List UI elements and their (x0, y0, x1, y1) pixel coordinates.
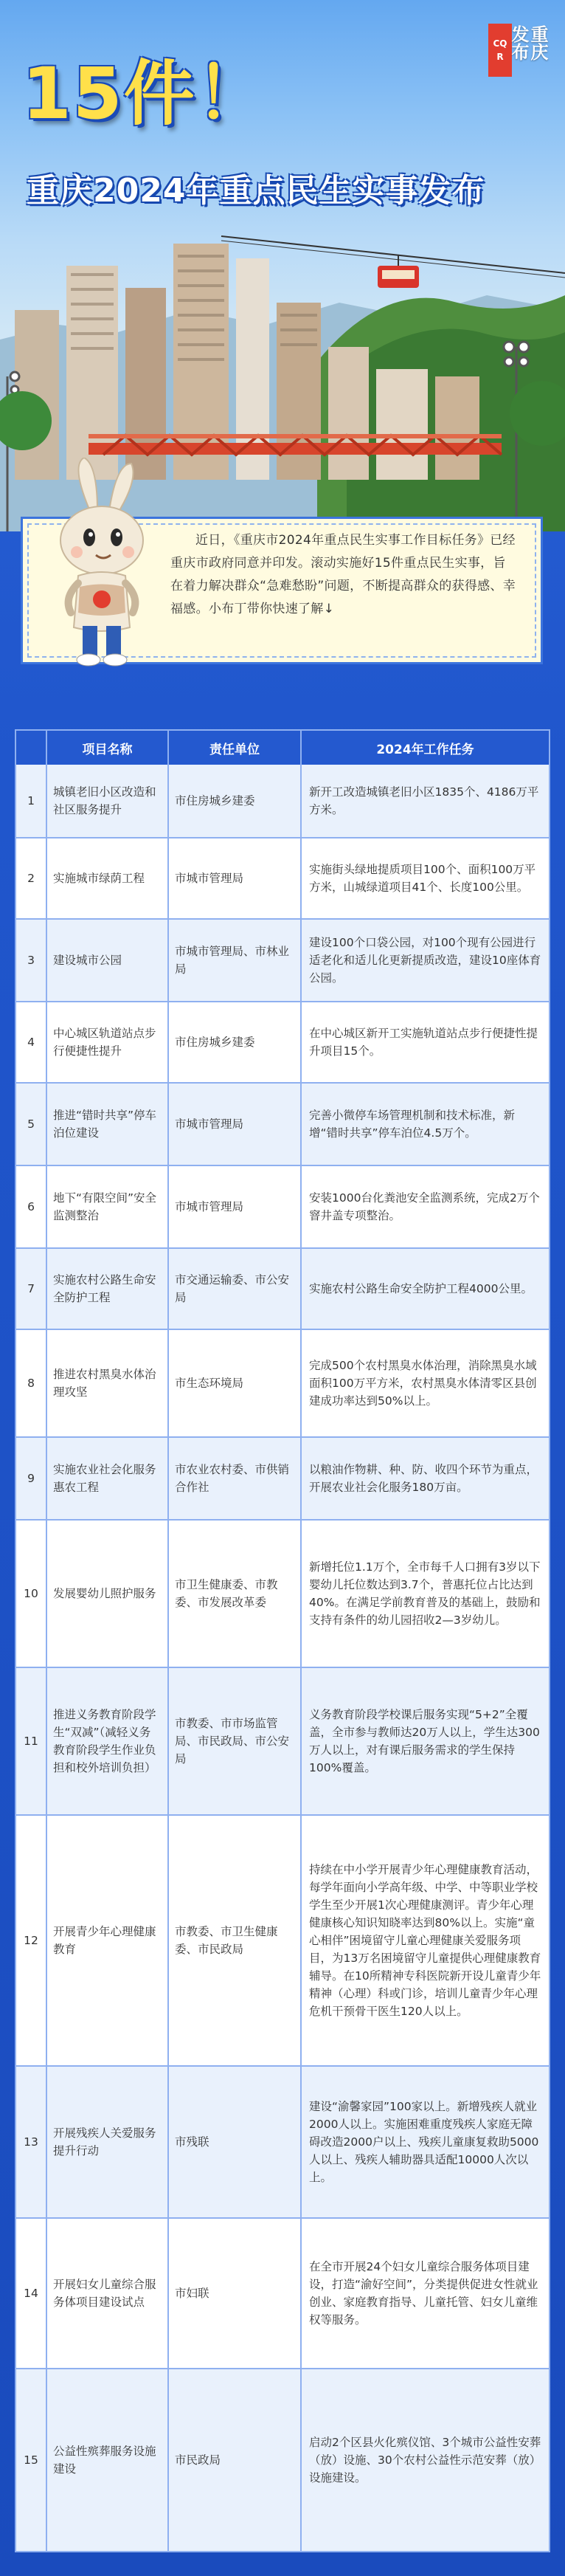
work-task: 持续在中小学开展青少年心理健康教育活动，每学年面向小学高年级、中学、中等职业学校学生至少开展1次心理健康测评。青少年心理健康核心知识知晓率达到80%以上。实施“童心相伴”困境留守儿童心理健康关爱服务项目，为13万名困境留守儿童提供心理健康教育辅导。在10所精神专科医院新开设儿童青少年精神（心理）科或门诊，培训儿童青少年心理危机干预骨干医生120人以上。 (302, 1816, 549, 2065)
work-task: 新增托位1.1万个，全市每千人口拥有3岁以下婴幼儿托位数达到3.7个，普惠托位占比达到40%。在满足学前教育普及的基础上，鼓励和支持有条件的幼儿园招收2—3岁幼儿。 (302, 1521, 549, 1667)
responsible-unit: 市住房城乡建委 (169, 1002, 302, 1082)
table-header (16, 731, 549, 766)
table-row (16, 2219, 549, 2369)
table-row (16, 765, 549, 838)
row-number: 15 (16, 2369, 47, 2551)
work-task: 实施农村公路生命安全防护工程4000公里。 (302, 1249, 549, 1329)
row-number: 11 (16, 1668, 47, 1814)
row-number: 2 (16, 838, 47, 918)
header-work-task: 2024年工作任务 (302, 731, 549, 765)
project-name: 城镇老旧小区改造和社区服务提升 (47, 765, 169, 837)
responsible-unit: 市城市管理局 (169, 1084, 302, 1165)
row-number: 3 (16, 920, 47, 1001)
mascot-illustration (49, 458, 152, 679)
responsible-unit: 市教委、市市场监管局、市民政局、市公安局 (169, 1668, 302, 1814)
work-task: 在全市开展24个妇女儿童综合服务体项目建设，打造“渝好空间”，分类提供促进女性就业创业、家庭教育指导、儿童托管、妇女儿童维权等服务。 (302, 2219, 549, 2368)
row-number: 14 (16, 2219, 47, 2368)
project-name: 公益性殡葬服务设施建设 (47, 2369, 169, 2551)
responsible-unit: 市住房城乡建委 (169, 765, 302, 837)
project-name: 推进“错时共享”停车泊位建设 (47, 1084, 169, 1165)
row-number: 6 (16, 1166, 47, 1247)
table-row (16, 1166, 549, 1249)
table-row (16, 1816, 549, 2067)
intro-text: 近日，《重庆市2024年重点民生实事工作目标任务》已经重庆市政府同意并印发。滚动实施好15件重点民生实事，旨在着力解决群众“急难愁盼”问题，不断提高群众的获得感、幸福感。小布丁带你快速了解↓ (170, 533, 516, 616)
media-logo (488, 24, 547, 77)
responsible-unit: 市生态环境局 (169, 1330, 302, 1436)
row-number: 7 (16, 1249, 47, 1329)
responsible-unit: 市残联 (169, 2067, 302, 2217)
table-row (16, 1330, 549, 1438)
table-row (16, 1084, 549, 1166)
work-task: 建设100个口袋公园，对100个现有公园进行适老化和适儿化更新提质改造，建设10座体育公园。 (302, 920, 549, 1001)
livelihood-projects-table (15, 729, 550, 2552)
responsible-unit: 市城市管理局 (169, 1166, 302, 1247)
headline-count: 15件！ (22, 52, 268, 135)
responsible-unit: 市城市管理局 (169, 838, 302, 918)
headline-subtitle: 重庆2024年重点民生实事发布 (27, 172, 485, 210)
header-no (16, 731, 47, 765)
row-number: 10 (16, 1521, 47, 1667)
work-task: 启动2个区县火化殡仪馆、3个城市公益性安葬（放）设施、30个农村公益性示范安葬（放）设施建设。 (302, 2369, 549, 2551)
responsible-unit: 市农业农村委、市供销合作社 (169, 1438, 302, 1519)
row-number: 12 (16, 1816, 47, 2065)
table-row (16, 1438, 549, 1521)
row-number: 13 (16, 2067, 47, 2217)
work-task: 义务教育阶段学校课后服务实现“5+2”全覆盖，全市参与教师达20万人以上，学生达300万人以上，对有课后服务需求的学生保持100%覆盖。 (302, 1668, 549, 1814)
row-number: 9 (16, 1438, 47, 1519)
row-number: 1 (16, 765, 47, 837)
responsible-unit: 市妇联 (169, 2219, 302, 2368)
work-task: 新开工改造城镇老旧小区1835个、4186万平方米。 (302, 765, 549, 837)
work-task: 实施街头绿地提质项目100个、面积100万平方米，山城绿道项目41个、长度100公里。 (302, 838, 549, 918)
header-responsible-unit: 责任单位 (169, 731, 302, 765)
project-name: 中心城区轨道站点步行便捷性提升 (47, 1002, 169, 1082)
responsible-unit: 市交通运输委、市公安局 (169, 1249, 302, 1329)
responsible-unit: 市城市管理局、市林业局 (169, 920, 302, 1001)
project-name: 开展残疾人关爱服务提升行动 (47, 2067, 169, 2217)
row-number: 5 (16, 1084, 47, 1165)
project-name: 发展婴幼儿照护服务 (47, 1521, 169, 1667)
header-project-name: 项目名称 (47, 731, 169, 765)
table-row (16, 920, 549, 1002)
table-row (16, 1668, 549, 1816)
table-row (16, 838, 549, 920)
work-task: 建设“渝馨家园”100家以上。新增残疾人就业2000人以上。实施困难重度残疾人家庭无障碍改造2000户以上、残疾儿童康复救助5000人以上、残疾人辅助器具适配10000人次以上。 (302, 2067, 549, 2217)
work-task: 在中心城区新开工实施轨道站点步行便捷性提升项目15个。 (302, 1002, 549, 1082)
project-name: 开展妇女儿童综合服务体项目建设试点 (47, 2219, 169, 2368)
table-row (16, 2369, 549, 2551)
table-row (16, 1249, 549, 1330)
logo-script: 重庆发布 (508, 25, 548, 61)
project-name: 推进农村黑臭水体治理攻坚 (47, 1330, 169, 1436)
row-number: 8 (16, 1330, 47, 1436)
logo-badge: CQ R (488, 24, 512, 77)
responsible-unit: 市卫生健康委、市教委、市发展改革委 (169, 1521, 302, 1667)
project-name: 建设城市公园 (47, 920, 169, 1001)
work-task: 完成500个农村黑臭水体治理，消除黑臭水域面积100万平方米，农村黑臭水体清零区县创建成功率达到50%以上。 (302, 1330, 549, 1436)
project-name: 实施农村公路生命安全防护工程 (47, 1249, 169, 1329)
project-name: 开展青少年心理健康教育 (47, 1816, 169, 2065)
project-name: 实施农业社会化服务惠农工程 (47, 1438, 169, 1519)
project-name: 实施城市绿荫工程 (47, 838, 169, 918)
work-task: 安装1000台化粪池安全监测系统，完成2万个窨井盖专项整治。 (302, 1166, 549, 1247)
table-row (16, 2067, 549, 2219)
responsible-unit: 市教委、市卫生健康委、市民政局 (169, 1816, 302, 2065)
work-task: 完善小微停车场管理机制和技术标准，新增“错时共享”停车泊位4.5万个。 (302, 1084, 549, 1165)
work-task: 以粮油作物耕、种、防、收四个环节为重点，开展农业社会化服务180万亩。 (302, 1438, 549, 1519)
hero-banner (0, 0, 565, 531)
responsible-unit: 市民政局 (169, 2369, 302, 2551)
row-number: 4 (16, 1002, 47, 1082)
project-name: 地下“有限空间”安全监测整治 (47, 1166, 169, 1247)
table-row (16, 1521, 549, 1668)
table-row (16, 1002, 549, 1084)
project-name: 推进义务教育阶段学生“双减”（减轻义务教育阶段学生作业负担和校外培训负担） (47, 1668, 169, 1814)
